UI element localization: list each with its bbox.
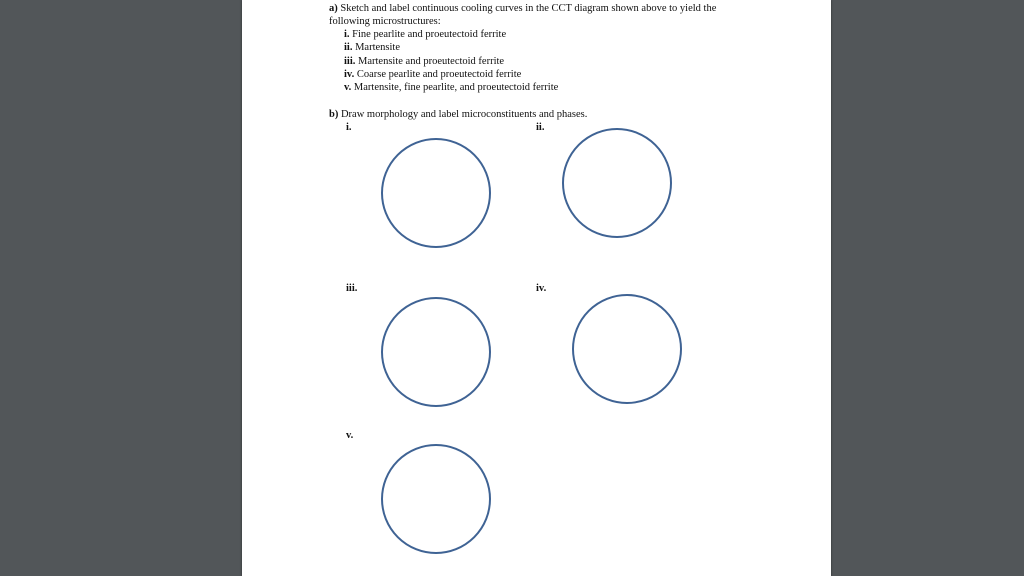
circle-label-i: i.	[346, 122, 352, 133]
question-a-line-1	[329, 3, 716, 15]
question-a-label: a)	[329, 3, 338, 14]
list-item-text: Coarse pearlite and proeutectoid ferrite	[356, 69, 522, 80]
question-b-label: b)	[329, 109, 339, 120]
list-item-text: Martensite, fine pearlite, and proeutectoid ferrite	[353, 82, 559, 93]
list-item	[344, 69, 521, 81]
list-item-text: Martensite	[355, 42, 400, 53]
list-item	[344, 42, 400, 54]
list-item-text: Martensite and proeutectoid ferrite	[358, 56, 505, 67]
drawing-circle-iv	[572, 294, 682, 404]
list-item	[344, 56, 504, 68]
list-item	[344, 29, 506, 41]
drawing-circle-i	[381, 138, 491, 248]
drawing-circle-ii	[562, 128, 672, 238]
list-item-number: ii.	[344, 42, 353, 53]
question-a-line-2: following microstructures:	[329, 16, 441, 27]
circle-label-iii: iii.	[346, 283, 358, 294]
circle-label-ii: ii.	[536, 122, 545, 133]
list-item	[344, 82, 558, 94]
list-item-text: Fine pearlite and proeutectoid ferrite	[352, 29, 507, 40]
drawing-circle-iii	[381, 297, 491, 407]
list-item-number: iv.	[344, 69, 355, 80]
circle-label-v: v.	[346, 430, 354, 441]
document-page	[242, 0, 831, 576]
question-b-text: Draw morphology and label microconstituents and phases.	[340, 109, 588, 120]
circle-label-iv: iv.	[536, 283, 547, 294]
list-item-number: i.	[344, 29, 350, 40]
question-b-line	[329, 109, 587, 121]
question-a-text-1: Sketch and label continuous cooling curves in the CCT diagram shown above to yield the	[340, 3, 717, 14]
list-item-number: v.	[344, 82, 352, 93]
list-item-number: iii.	[344, 56, 356, 67]
drawing-circle-v	[381, 444, 491, 554]
